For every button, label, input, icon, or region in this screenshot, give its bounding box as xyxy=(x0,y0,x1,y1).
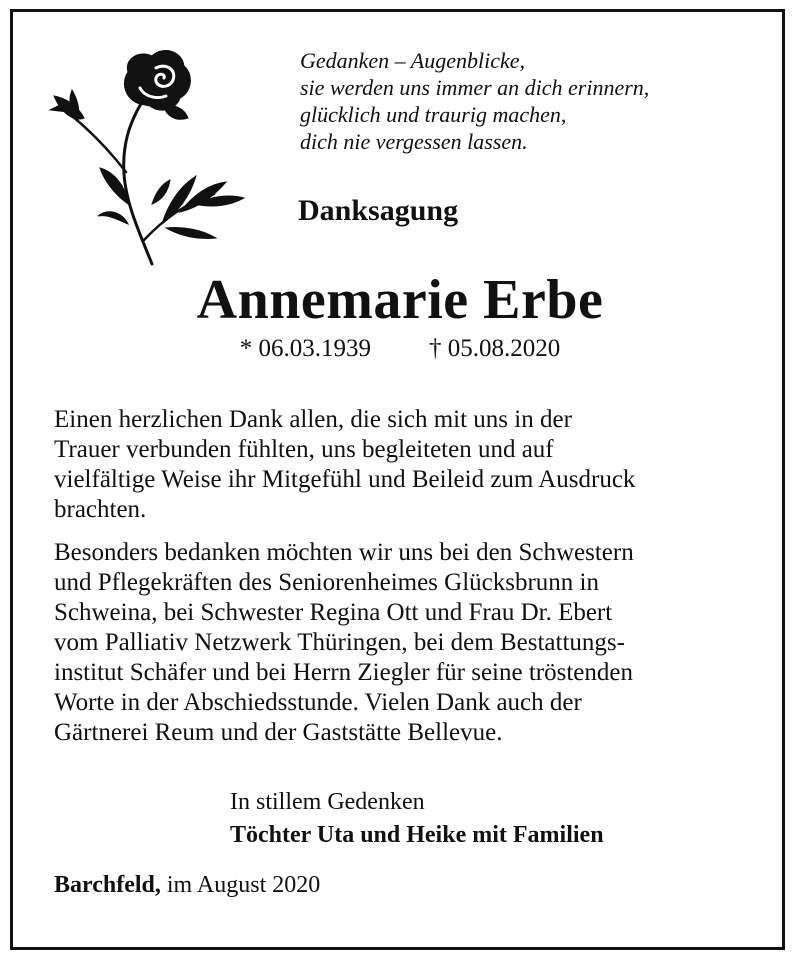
place-date: im August 2020 xyxy=(160,872,321,898)
text-line: vielfältige Weise ihr Mitgefühl und Beileid zum Ausdruck xyxy=(54,466,636,493)
life-dates xyxy=(0,335,800,363)
text-line: brachten. xyxy=(54,496,147,523)
text-line: Trauer verbunden fühlten, uns begleiteten und auf xyxy=(54,436,554,463)
birth-date: * 06.03.1939 xyxy=(239,335,371,362)
thanks-paragraph-1 xyxy=(54,405,774,525)
text-line: vom Palliativ Netzwerk Thüringen, bei dem Bestattungs- xyxy=(54,629,625,656)
text-line: Schweina, bei Schwester Regina Ott und Frau Dr. Ebert xyxy=(54,599,613,626)
thanks-paragraph-2 xyxy=(54,538,774,748)
poem-line: sie werden uns immer an dich erinnern, xyxy=(300,75,650,100)
poem-line: glücklich und traurig machen, xyxy=(300,102,567,127)
poem xyxy=(300,47,780,155)
text-line: Gärtnerei Reum und der Gaststätte Bellevue. xyxy=(54,719,503,746)
poem-line: dich nie vergessen lassen. xyxy=(300,129,528,154)
poem-line: Gedanken – Augenblicke, xyxy=(300,48,526,73)
text-line: und Pflegekräften des Seniorenheimes Glücksbrunn in xyxy=(54,569,600,596)
closing-signature xyxy=(230,786,604,852)
deceased-name: Annemarie Erbe xyxy=(196,269,604,331)
place-town: Barchfeld, xyxy=(54,872,161,898)
family-signature: Töchter Uta und Heike mit Familien xyxy=(230,822,604,848)
closing-greeting: In stillem Gedenken xyxy=(230,789,425,815)
text-line: institut Schäfer und bei Herrn Ziegler für seine tröstenden xyxy=(54,659,633,686)
place-and-date xyxy=(54,872,320,899)
text-line: Einen herzlichen Dank allen, die sich mit uns in der xyxy=(54,406,572,433)
heading-danksagung: Danksagung xyxy=(298,194,459,227)
death-date: † 05.08.2020 xyxy=(429,335,561,362)
text-line: Besonders bedanken möchten wir uns bei den Schwestern xyxy=(54,539,634,566)
rose-flower-icon xyxy=(44,44,254,274)
text-line: Worte in der Abschiedsstunde. Vielen Dank auch der xyxy=(54,689,582,716)
